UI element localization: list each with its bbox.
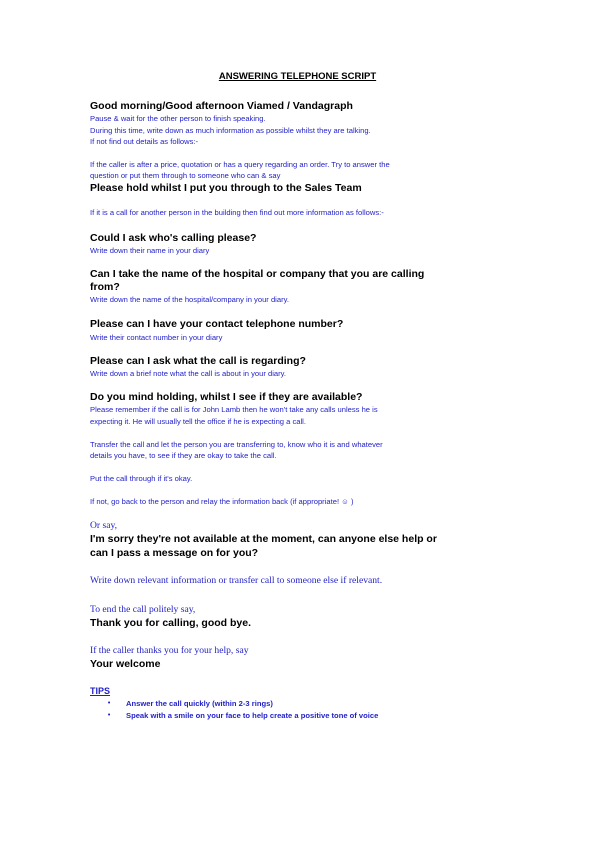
tip-item: Answer the call quickly (within 2-3 rings) — [126, 699, 273, 708]
question-hospital-line1: Can I take the name of the hospital or company that you are calling — [90, 268, 425, 280]
find-out-note: If not find out details as follows:- — [90, 137, 199, 146]
thank-you-line: Thank you for calling, good bye. — [90, 617, 252, 629]
pause-note: Pause & wait for the other person to finish speaking. — [90, 114, 266, 123]
question-who-note: Write down their name in your diary — [90, 246, 210, 255]
if-thanks-intro: If the caller thanks you for your help, say — [90, 645, 249, 656]
or-say-line: Or say, — [90, 520, 118, 531]
question-phone: Please can I have your contact telephone number? — [90, 318, 344, 330]
bullet-icon: • — [107, 711, 112, 719]
question-phone-note: Write their contact number in your diary — [90, 333, 223, 342]
hold-line: Please hold whilst I put you through to the Sales Team — [90, 182, 362, 194]
tips-heading: TIPS — [90, 686, 111, 696]
other-person-note: If it is a call for another person in the building then find out more information as follows:- — [90, 208, 384, 217]
sorry-line1: I'm sorry they're not available at the moment, can anyone else help or — [90, 533, 437, 545]
john-note-line1: Please remember if the call is for John Lamb then he won't take any calls unless he is — [90, 405, 378, 414]
tip-item: Speak with a smile on your face to help create a positive tone of voice — [126, 711, 379, 720]
question-hospital-note: Write down the name of the hospital/company in your diary. — [90, 295, 289, 304]
your-welcome-line: Your welcome — [90, 658, 161, 670]
john-note-line2: expecting it. He will usually tell the office if he is expecting a call. — [90, 417, 306, 426]
sales-note-line2: question or put them through to someone who can & say — [90, 171, 281, 180]
greeting-line: Good morning/Good afternoon Viamed / Vandagraph — [90, 100, 353, 112]
question-regarding-note: Write down a brief note what the call is about in your diary. — [90, 369, 286, 378]
transfer-note-line1: Transfer the call and let the person you are transferring to, know who it is and whatever — [90, 440, 383, 449]
write-relevant-line: Write down relevant information or transfer call to someone else if relevant. — [90, 575, 383, 586]
write-down-note: During this time, write down as much information as possible whilst they are talking. — [90, 126, 371, 135]
if-not-note: If not, go back to the person and relay the information back (if appropriate! ☺ ) — [90, 497, 354, 506]
question-hospital-line2: from? — [90, 281, 120, 293]
put-through-note: Put the call through if it's okay. — [90, 474, 193, 483]
question-holding: Do you mind holding, whilst I see if they are available? — [90, 391, 363, 403]
question-regarding: Please can I ask what the call is regarding? — [90, 355, 306, 367]
page-title: ANSWERING TELEPHONE SCRIPT — [218, 71, 377, 82]
sorry-line2: can I pass a message on for you? — [90, 547, 259, 559]
bullet-icon: • — [107, 699, 112, 707]
transfer-note-line2: details you have, to see if they are okay to take the call. — [90, 451, 277, 460]
question-who: Could I ask who's calling please? — [90, 232, 257, 244]
end-call-intro: To end the call politely say, — [90, 604, 196, 615]
sales-note-line1: If the caller is after a price, quotation or has a query regarding an order. Try to answer the — [90, 160, 390, 169]
